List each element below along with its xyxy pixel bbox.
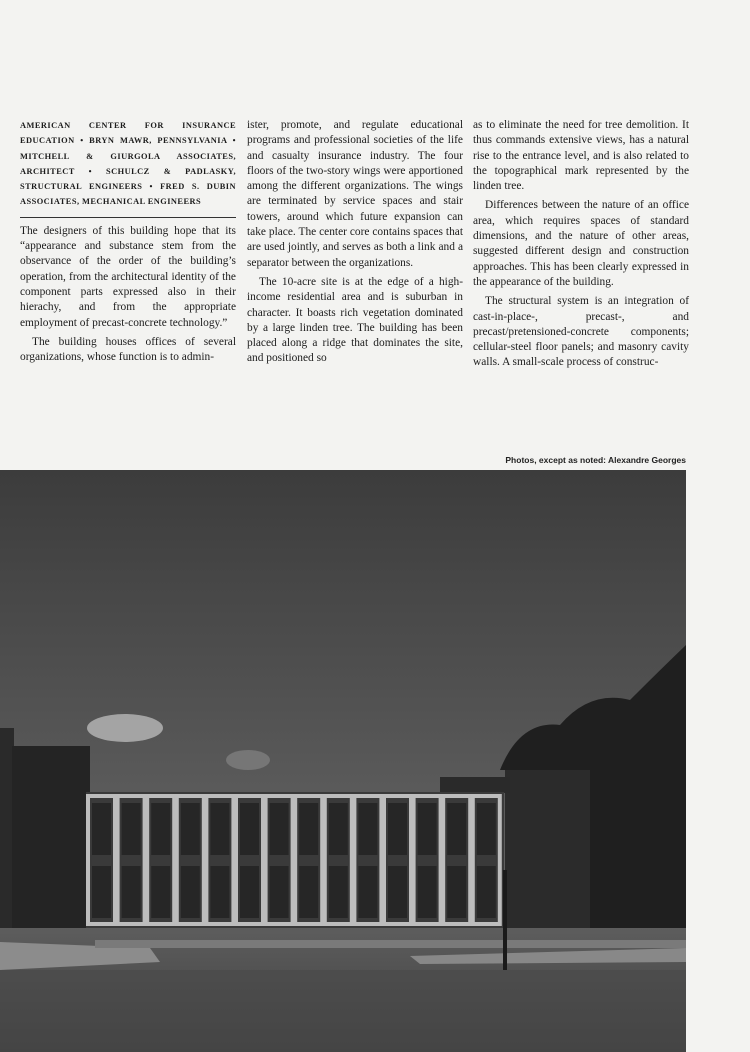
window bbox=[210, 866, 229, 918]
photo-credit: Photos, except as noted: Alexandre Georges bbox=[505, 455, 686, 465]
paragraph: The structural system is an integration of cast-in-place-, precast-, and precast/pretensioned-concrete components; cellular-steel floor panels; and masonry cavity walls. A small-scale process of construc- bbox=[473, 295, 689, 369]
column-2 bbox=[247, 118, 463, 367]
window bbox=[447, 803, 466, 855]
window bbox=[92, 866, 111, 918]
paragraph: The building houses offices of several organizations, whose function is to admin- bbox=[20, 335, 236, 364]
window bbox=[418, 803, 437, 855]
window bbox=[358, 803, 377, 855]
window bbox=[210, 803, 229, 855]
window bbox=[299, 803, 318, 855]
window bbox=[181, 803, 200, 855]
paragraph: as to eliminate the need for tree demolition. It thus commands extensive views, has a natural rise to the entrance level, and is also related to the topographical mark represented by the linden tree. bbox=[473, 119, 689, 193]
building-photo-illustration bbox=[0, 470, 686, 1052]
window bbox=[358, 866, 377, 918]
window bbox=[299, 866, 318, 918]
window bbox=[329, 803, 348, 855]
window bbox=[447, 866, 466, 918]
column-3 bbox=[473, 118, 689, 371]
window bbox=[270, 803, 289, 855]
window bbox=[92, 803, 111, 855]
window bbox=[270, 866, 289, 918]
window bbox=[477, 866, 496, 918]
column-1 bbox=[20, 118, 236, 365]
window bbox=[329, 866, 348, 918]
window bbox=[122, 866, 141, 918]
article-columns bbox=[20, 118, 688, 378]
paragraph: Differences between the nature of an office area, which requires spaces of standard dimensions, and the nature of other areas, suggested different design and construction approaches. This has been clearly expressed in the appearance of the building. bbox=[473, 199, 689, 288]
window bbox=[151, 866, 170, 918]
window bbox=[240, 803, 259, 855]
window bbox=[122, 803, 141, 855]
paragraph: The designers of this building hope that its “appearance and substance stem from the observance of the order of the building’s operation, from the architectural identity of the component parts expressed also in their hierachy, and from the appropriate employment of precast-concrete technology.” bbox=[20, 224, 236, 329]
window bbox=[240, 866, 259, 918]
window bbox=[418, 866, 437, 918]
paragraph: The 10-acre site is at the edge of a high-income residential area and is suburban in character. It boasts rich vegetation dominated by a large linden tree. The building has been placed along a ridge that dominates the site, and positioned so bbox=[247, 275, 463, 365]
window bbox=[181, 866, 200, 918]
building-photograph bbox=[0, 470, 686, 1052]
paragraph: ister, promote, and regulate educational programs and professional societies of the life and casualty insurance industry. The four floors of the two-story wings were apportioned among the different organizations. The wings are terminated by service spaces and stair towers, around which future expansion can take place. The center core contains spaces that are used jointly, and serves as both a link and a separator between the organizations. bbox=[247, 119, 463, 269]
window bbox=[477, 803, 496, 855]
window bbox=[388, 866, 407, 918]
window bbox=[388, 803, 407, 855]
project-credits: AMERICAN CENTER FOR INSURANCE EDUCATION • BRYN MAWR, PENNSYLVANIA • MITCHELL & GIURGOLA ASSOCIATES, ARCHITECT • SCHULCZ & PADLASKY, STRUCTURAL ENGINEERS • FRED S. DUBIN ASSOCIATES, MECHANICAL ENGINEERS bbox=[20, 118, 236, 218]
window bbox=[151, 803, 170, 855]
